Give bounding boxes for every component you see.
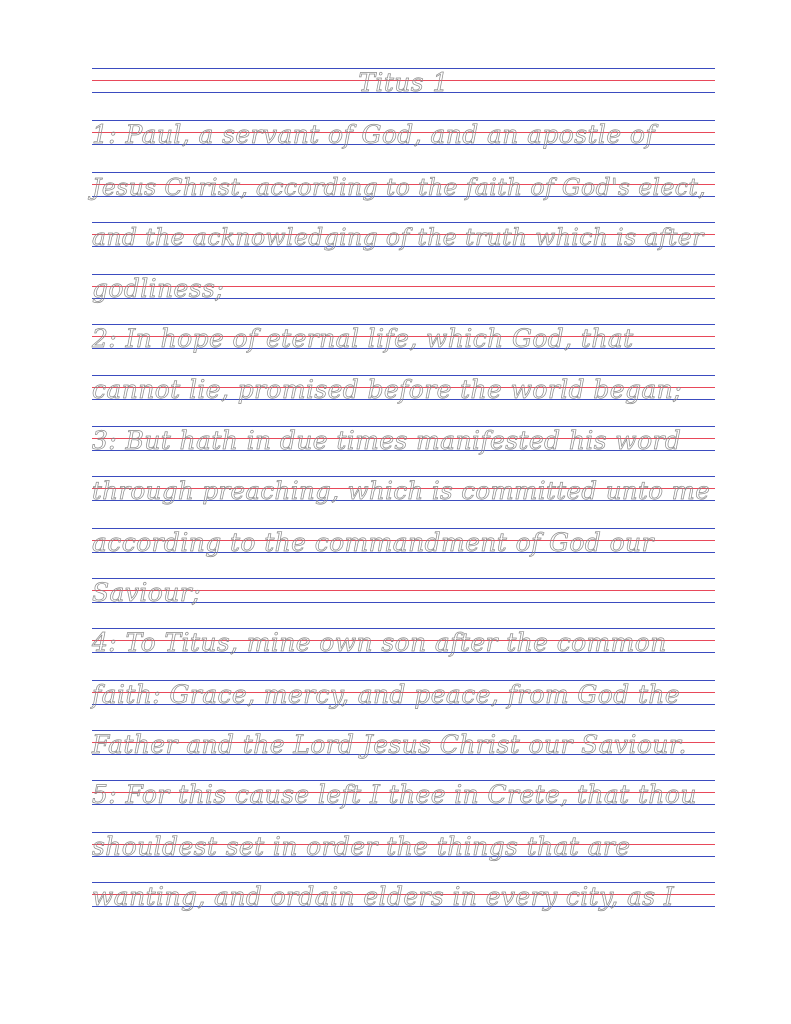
practice-row — [92, 476, 715, 506]
trace-text: wanting, and ordain elders in every city, as I — [92, 882, 675, 911]
trace-text: 5: For this cause left I thee in Crete, that thou — [92, 780, 697, 809]
practice-row — [92, 375, 715, 405]
practice-row — [92, 426, 715, 456]
trace-text: 3: But hath in due times manifested his word — [92, 426, 682, 455]
trace-text: godliness; — [92, 274, 225, 303]
trace-text: Jesus Christ, according to the faith of God's elect, — [92, 172, 707, 201]
trace-text: through preaching, which is committed unto me — [92, 475, 711, 505]
practice-row — [92, 172, 715, 202]
practice-row — [92, 120, 715, 150]
practice-row — [92, 680, 715, 710]
trace-text: shouldest set in order the things that are — [92, 832, 631, 861]
trace-text: and the acknowledging of the truth which is after — [92, 222, 704, 251]
practice-row — [92, 780, 715, 810]
worksheet-title: Titus 1 — [358, 68, 449, 97]
practice-row — [92, 882, 715, 912]
trace-text: faith: Grace, mercy, and peace, from God the — [92, 680, 681, 709]
practice-row — [92, 578, 715, 608]
trace-text: 1: Paul, a servant of God, and an apostle of — [92, 120, 655, 149]
practice-row — [92, 324, 715, 354]
practice-row — [92, 628, 715, 658]
trace-text: Saviour; — [92, 578, 201, 607]
practice-row — [92, 730, 715, 760]
practice-row — [92, 832, 715, 862]
trace-text: cannot lie, promised before the world began; — [92, 375, 682, 404]
trace-text: Father and the Lord Jesus Christ our Saviour. — [92, 730, 687, 759]
practice-row — [92, 528, 715, 558]
trace-text: 2: In hope of eternal life, which God, that — [92, 324, 634, 353]
practice-row — [92, 274, 715, 304]
title-row — [92, 68, 715, 98]
trace-text: 4: To Titus, mine own son after the common — [92, 628, 667, 657]
trace-text: according to the commandment of God our — [92, 528, 654, 557]
practice-row — [92, 222, 715, 252]
